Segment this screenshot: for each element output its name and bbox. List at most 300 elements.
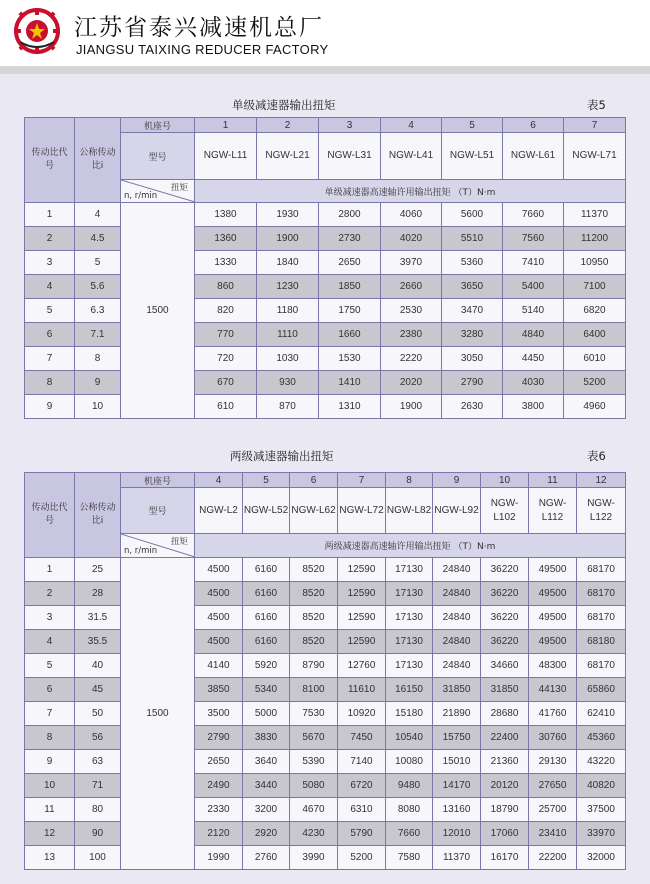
torque-value-cell: 12590 xyxy=(338,582,386,606)
torque-value-cell: 29130 xyxy=(529,750,577,774)
nominal-ratio-cell: 8 xyxy=(75,347,121,371)
torque-value-cell: 7450 xyxy=(338,726,386,750)
torque-value-cell: 6160 xyxy=(243,630,290,654)
torque-value-cell: 16150 xyxy=(386,678,433,702)
torque-value-cell: 8790 xyxy=(290,654,338,678)
torque-value-cell: 17130 xyxy=(386,630,433,654)
torque-value-cell: 4030 xyxy=(503,371,564,395)
ratio-code-cell: 13 xyxy=(25,846,75,870)
seat-number: 11 xyxy=(529,473,577,488)
torque-value-cell: 930 xyxy=(257,371,319,395)
table-row xyxy=(25,323,626,347)
ratio-code-cell: 9 xyxy=(25,395,75,419)
torque-value-cell: 2650 xyxy=(195,750,243,774)
speed-label: n, r/min xyxy=(124,546,158,556)
model-name: NGW-L21 xyxy=(257,133,319,180)
torque-value-cell: 18790 xyxy=(481,798,529,822)
torque-value-cell: 4500 xyxy=(195,606,243,630)
model-name: NGW-L82 xyxy=(386,488,433,534)
seat-number: 5 xyxy=(243,473,290,488)
seat-label: 机座号 xyxy=(121,118,195,133)
torque-value-cell: 7100 xyxy=(564,275,626,299)
torque-value-cell: 36220 xyxy=(481,630,529,654)
table-row xyxy=(25,347,626,371)
torque-value-cell: 5670 xyxy=(290,726,338,750)
torque-value-cell: 43220 xyxy=(577,750,626,774)
torque-value-cell: 2490 xyxy=(195,774,243,798)
allowable-torque-label: 两级减速器高速轴许用输出扭矩 （T）N·m xyxy=(195,534,626,558)
nominal-ratio-cell: 31.5 xyxy=(75,606,121,630)
seat-number: 10 xyxy=(481,473,529,488)
nominal-ratio-cell: 56 xyxy=(75,726,121,750)
torque-value-cell: 10080 xyxy=(386,750,433,774)
ratio-code-cell: 5 xyxy=(25,299,75,323)
torque-value-cell: 15750 xyxy=(433,726,481,750)
model-name: NGW-L51 xyxy=(442,133,503,180)
torque-value-cell: 1990 xyxy=(195,846,243,870)
torque-value-cell: 40820 xyxy=(577,774,626,798)
torque-value-cell: 21890 xyxy=(433,702,481,726)
torque-value-cell: 33970 xyxy=(577,822,626,846)
torque-value-cell: 62410 xyxy=(577,702,626,726)
torque-value-cell: 4450 xyxy=(503,347,564,371)
torque-value-cell: 2120 xyxy=(195,822,243,846)
page-header xyxy=(0,0,650,64)
seat-number: 7 xyxy=(338,473,386,488)
torque-value-cell: 24840 xyxy=(433,582,481,606)
torque-value-cell: 2790 xyxy=(195,726,243,750)
torque-value-cell: 68170 xyxy=(577,558,626,582)
ratio-code-cell: 11 xyxy=(25,798,75,822)
model-name: NGW-L102 xyxy=(481,488,529,534)
torque-value-cell: 6720 xyxy=(338,774,386,798)
torque-value-cell: 8100 xyxy=(290,678,338,702)
nominal-ratio-cell: 5 xyxy=(75,251,121,275)
torque-value-cell: 4060 xyxy=(381,203,442,227)
torque-value-cell: 1900 xyxy=(257,227,319,251)
torque-value-cell: 670 xyxy=(195,371,257,395)
model-name: NGW-L92 xyxy=(433,488,481,534)
torque-value-cell: 31850 xyxy=(481,678,529,702)
torque-value-cell: 860 xyxy=(195,275,257,299)
model-name: NGW-L61 xyxy=(503,133,564,180)
seat-number: 7 xyxy=(564,118,626,133)
table-row xyxy=(25,275,626,299)
seat-number: 6 xyxy=(503,118,564,133)
torque-value-cell: 4960 xyxy=(564,395,626,419)
torque-value-cell: 7140 xyxy=(338,750,386,774)
table-row xyxy=(25,774,626,798)
torque-value-cell: 10920 xyxy=(338,702,386,726)
torque-value-cell: 1110 xyxy=(257,323,319,347)
torque-value-cell: 17130 xyxy=(386,606,433,630)
model-name: NGW-L72 xyxy=(338,488,386,534)
torque-value-cell: 49500 xyxy=(529,630,577,654)
torque-value-cell: 3440 xyxy=(243,774,290,798)
torque-label: 扭矩 xyxy=(170,537,188,547)
nominal-ratio-cell: 10 xyxy=(75,395,121,419)
torque-value-cell: 2020 xyxy=(381,371,442,395)
nominal-ratio-cell: 6.3 xyxy=(75,299,121,323)
torque-value-cell: 15010 xyxy=(433,750,481,774)
nominal-ratio-cell: 4 xyxy=(75,203,121,227)
torque-value-cell: 3050 xyxy=(442,347,503,371)
torque-value-cell: 12590 xyxy=(338,630,386,654)
ratio-code-cell: 2 xyxy=(25,227,75,251)
torque-value-cell: 28680 xyxy=(481,702,529,726)
torque-value-cell: 3640 xyxy=(243,750,290,774)
torque-value-cell: 49500 xyxy=(529,582,577,606)
table-row xyxy=(25,822,626,846)
seat-number: 2 xyxy=(257,118,319,133)
seat-label: 机座号 xyxy=(121,473,195,488)
torque-value-cell: 610 xyxy=(195,395,257,419)
torque-value-cell: 1360 xyxy=(195,227,257,251)
ratio-code-cell: 7 xyxy=(25,347,75,371)
torque-value-cell: 24840 xyxy=(433,654,481,678)
torque-value-cell: 5200 xyxy=(564,371,626,395)
torque-value-cell: 24840 xyxy=(433,558,481,582)
nominal-ratio-cell: 63 xyxy=(75,750,121,774)
table-row xyxy=(25,750,626,774)
torque-value-cell: 11200 xyxy=(564,227,626,251)
torque-value-cell: 2530 xyxy=(381,299,442,323)
torque-value-cell: 15180 xyxy=(386,702,433,726)
torque-speed-header xyxy=(121,534,195,558)
torque-value-cell: 6160 xyxy=(243,606,290,630)
torque-value-cell: 2920 xyxy=(243,822,290,846)
torque-value-cell: 13160 xyxy=(433,798,481,822)
torque-value-cell: 820 xyxy=(195,299,257,323)
torque-value-cell: 68170 xyxy=(577,654,626,678)
nominal-ratio-cell: 50 xyxy=(75,702,121,726)
torque-value-cell: 36220 xyxy=(481,606,529,630)
ratio-code-cell: 6 xyxy=(25,678,75,702)
torque-value-cell: 17130 xyxy=(386,558,433,582)
table-row xyxy=(25,203,626,227)
torque-value-cell: 1310 xyxy=(319,395,381,419)
nominal-ratio-cell: 4.5 xyxy=(75,227,121,251)
torque-value-cell: 6010 xyxy=(564,347,626,371)
torque-value-cell: 12590 xyxy=(338,606,386,630)
table-row xyxy=(25,299,626,323)
torque-value-cell: 68170 xyxy=(577,606,626,630)
ratio-code-cell: 2 xyxy=(25,582,75,606)
nominal-ratio-cell: 71 xyxy=(75,774,121,798)
torque-value-cell: 3970 xyxy=(381,251,442,275)
table-row xyxy=(25,227,626,251)
torque-value-cell: 2630 xyxy=(442,395,503,419)
torque-label: 扭矩 xyxy=(170,183,188,193)
torque-value-cell: 8520 xyxy=(290,582,338,606)
torque-value-cell: 5600 xyxy=(442,203,503,227)
torque-value-cell: 11370 xyxy=(433,846,481,870)
header-divider xyxy=(0,66,650,74)
torque-value-cell: 32000 xyxy=(577,846,626,870)
torque-value-cell: 1900 xyxy=(381,395,442,419)
input-speed-cell: 1500 xyxy=(121,203,195,419)
torque-value-cell: 5340 xyxy=(243,678,290,702)
torque-value-cell: 20120 xyxy=(481,774,529,798)
table-row xyxy=(25,846,626,870)
torque-value-cell: 27650 xyxy=(529,774,577,798)
torque-value-cell: 1530 xyxy=(319,347,381,371)
nominal-ratio-cell: 45 xyxy=(75,678,121,702)
model-name: NGW-L2 xyxy=(195,488,243,534)
ratio-code-cell: 12 xyxy=(25,822,75,846)
model-name: NGW-L52 xyxy=(243,488,290,534)
torque-value-cell: 7660 xyxy=(386,822,433,846)
torque-value-cell: 870 xyxy=(257,395,319,419)
allowable-torque-label: 单级减速器高速轴许用输出扭矩 （T）N·m xyxy=(195,180,626,203)
model-name: NGW-L11 xyxy=(195,133,257,180)
table-row xyxy=(25,798,626,822)
torque-value-cell: 5360 xyxy=(442,251,503,275)
torque-value-cell: 5000 xyxy=(243,702,290,726)
torque-value-cell: 4020 xyxy=(381,227,442,251)
company-name-en: JIANGSU TAIXING REDUCER FACTORY xyxy=(76,42,329,57)
torque-value-cell: 5920 xyxy=(243,654,290,678)
torque-value-cell: 8520 xyxy=(290,630,338,654)
torque-value-cell: 45360 xyxy=(577,726,626,750)
table-row xyxy=(25,606,626,630)
torque-value-cell: 24840 xyxy=(433,630,481,654)
torque-value-cell: 1850 xyxy=(319,275,381,299)
table-row xyxy=(25,726,626,750)
ratio-code-cell: 7 xyxy=(25,702,75,726)
torque-value-cell: 1930 xyxy=(257,203,319,227)
torque-value-cell: 1030 xyxy=(257,347,319,371)
torque-value-cell: 14170 xyxy=(433,774,481,798)
seat-number: 9 xyxy=(433,473,481,488)
torque-value-cell: 11610 xyxy=(338,678,386,702)
torque-value-cell: 3830 xyxy=(243,726,290,750)
torque-value-cell: 5390 xyxy=(290,750,338,774)
torque-value-cell: 7530 xyxy=(290,702,338,726)
torque-value-cell: 5140 xyxy=(503,299,564,323)
torque-value-cell: 6160 xyxy=(243,558,290,582)
ratio-code-cell: 4 xyxy=(25,630,75,654)
torque-value-cell: 3850 xyxy=(195,678,243,702)
torque-value-cell: 23410 xyxy=(529,822,577,846)
table-row xyxy=(25,582,626,606)
ratio-code-header: 传动比代号 xyxy=(25,473,75,558)
torque-value-cell: 2760 xyxy=(243,846,290,870)
torque-value-cell: 3800 xyxy=(503,395,564,419)
seat-number: 1 xyxy=(195,118,257,133)
torque-value-cell: 12760 xyxy=(338,654,386,678)
ratio-code-cell: 5 xyxy=(25,654,75,678)
torque-value-cell: 49500 xyxy=(529,558,577,582)
nominal-ratio-cell: 90 xyxy=(75,822,121,846)
torque-value-cell: 1750 xyxy=(319,299,381,323)
torque-value-cell: 6310 xyxy=(338,798,386,822)
torque-value-cell: 25700 xyxy=(529,798,577,822)
torque-value-cell: 12010 xyxy=(433,822,481,846)
torque-value-cell: 1180 xyxy=(257,299,319,323)
torque-value-cell: 2330 xyxy=(195,798,243,822)
seat-number: 5 xyxy=(442,118,503,133)
torque-value-cell: 10950 xyxy=(564,251,626,275)
torque-value-cell: 8080 xyxy=(386,798,433,822)
torque-value-cell: 10540 xyxy=(386,726,433,750)
model-name: NGW-L41 xyxy=(381,133,442,180)
torque-value-cell: 1410 xyxy=(319,371,381,395)
nominal-ratio-cell: 25 xyxy=(75,558,121,582)
seat-number: 8 xyxy=(386,473,433,488)
ratio-code-cell: 8 xyxy=(25,726,75,750)
nominal-ratio-cell: 7.1 xyxy=(75,323,121,347)
torque-value-cell: 48300 xyxy=(529,654,577,678)
torque-value-cell: 7560 xyxy=(503,227,564,251)
torque-value-cell: 1230 xyxy=(257,275,319,299)
factory-logo-icon xyxy=(14,8,60,54)
torque-value-cell: 3200 xyxy=(243,798,290,822)
table5 xyxy=(24,117,626,419)
seat-number: 12 xyxy=(577,473,626,488)
torque-value-cell: 3470 xyxy=(442,299,503,323)
torque-value-cell: 1330 xyxy=(195,251,257,275)
model-name: NGW-L62 xyxy=(290,488,338,534)
model-name: NGW-L112 xyxy=(529,488,577,534)
seat-number: 4 xyxy=(381,118,442,133)
torque-value-cell: 6400 xyxy=(564,323,626,347)
torque-value-cell: 1660 xyxy=(319,323,381,347)
torque-value-cell: 770 xyxy=(195,323,257,347)
ratio-code-cell: 10 xyxy=(25,774,75,798)
torque-value-cell: 36220 xyxy=(481,582,529,606)
nominal-ratio-cell: 40 xyxy=(75,654,121,678)
table6-tag: 表6 xyxy=(587,449,606,463)
torque-value-cell: 4140 xyxy=(195,654,243,678)
torque-value-cell: 9480 xyxy=(386,774,433,798)
nominal-ratio-cell: 35.5 xyxy=(75,630,121,654)
model-name: NGW-L122 xyxy=(577,488,626,534)
torque-value-cell: 5200 xyxy=(338,846,386,870)
torque-value-cell: 3650 xyxy=(442,275,503,299)
torque-value-cell: 4500 xyxy=(195,582,243,606)
model-name: NGW-L31 xyxy=(319,133,381,180)
torque-value-cell: 30760 xyxy=(529,726,577,750)
torque-value-cell: 68170 xyxy=(577,582,626,606)
table-row xyxy=(25,630,626,654)
ratio-code-cell: 8 xyxy=(25,371,75,395)
torque-value-cell: 6160 xyxy=(243,582,290,606)
torque-value-cell: 4500 xyxy=(195,558,243,582)
torque-value-cell: 65860 xyxy=(577,678,626,702)
speed-label: n, r/min xyxy=(124,191,158,201)
torque-value-cell: 2650 xyxy=(319,251,381,275)
torque-value-cell: 4670 xyxy=(290,798,338,822)
torque-value-cell: 12590 xyxy=(338,558,386,582)
input-speed-cell: 1500 xyxy=(121,558,195,870)
torque-value-cell: 5400 xyxy=(503,275,564,299)
company-name-cn: 江苏省泰兴减速机总厂 xyxy=(74,15,324,41)
table6 xyxy=(24,472,626,870)
torque-value-cell: 21360 xyxy=(481,750,529,774)
nominal-ratio-cell: 5.6 xyxy=(75,275,121,299)
ratio-code-header: 传动比代号 xyxy=(25,118,75,203)
torque-value-cell: 2220 xyxy=(381,347,442,371)
torque-value-cell: 2800 xyxy=(319,203,381,227)
torque-value-cell: 4840 xyxy=(503,323,564,347)
torque-value-cell: 22400 xyxy=(481,726,529,750)
ratio-code-cell: 3 xyxy=(25,606,75,630)
ratio-code-cell: 9 xyxy=(25,750,75,774)
ratio-code-cell: 1 xyxy=(25,203,75,227)
torque-value-cell: 8520 xyxy=(290,606,338,630)
torque-value-cell: 720 xyxy=(195,347,257,371)
torque-value-cell: 7660 xyxy=(503,203,564,227)
torque-speed-header xyxy=(121,180,195,203)
torque-value-cell: 7580 xyxy=(386,846,433,870)
nominal-ratio-header: 公称传动比i xyxy=(75,118,121,203)
torque-value-cell: 41760 xyxy=(529,702,577,726)
torque-value-cell: 6820 xyxy=(564,299,626,323)
torque-value-cell: 1380 xyxy=(195,203,257,227)
torque-value-cell: 3990 xyxy=(290,846,338,870)
torque-value-cell: 3280 xyxy=(442,323,503,347)
table-row xyxy=(25,371,626,395)
ratio-code-cell: 3 xyxy=(25,251,75,275)
torque-value-cell: 31850 xyxy=(433,678,481,702)
torque-value-cell: 2660 xyxy=(381,275,442,299)
torque-value-cell: 37500 xyxy=(577,798,626,822)
torque-value-cell: 17130 xyxy=(386,582,433,606)
model-label: 型号 xyxy=(121,488,195,534)
torque-value-cell: 7410 xyxy=(503,251,564,275)
torque-value-cell: 5510 xyxy=(442,227,503,251)
torque-value-cell: 24840 xyxy=(433,606,481,630)
nominal-ratio-cell: 80 xyxy=(75,798,121,822)
table-row xyxy=(25,558,626,582)
ratio-code-cell: 6 xyxy=(25,323,75,347)
nominal-ratio-header: 公称传动比i xyxy=(75,473,121,558)
torque-value-cell: 17060 xyxy=(481,822,529,846)
table-row xyxy=(25,251,626,275)
torque-value-cell: 1840 xyxy=(257,251,319,275)
torque-value-cell: 36220 xyxy=(481,558,529,582)
table5-caption: 单级减速器输出扭矩 xyxy=(232,98,336,112)
torque-value-cell: 4230 xyxy=(290,822,338,846)
torque-value-cell: 8520 xyxy=(290,558,338,582)
torque-value-cell: 17130 xyxy=(386,654,433,678)
torque-value-cell: 5080 xyxy=(290,774,338,798)
torque-value-cell: 11370 xyxy=(564,203,626,227)
table-row xyxy=(25,702,626,726)
table-row xyxy=(25,678,626,702)
torque-value-cell: 2380 xyxy=(381,323,442,347)
table5-tag: 表5 xyxy=(587,98,606,112)
torque-value-cell: 2730 xyxy=(319,227,381,251)
torque-value-cell: 2790 xyxy=(442,371,503,395)
seat-number: 6 xyxy=(290,473,338,488)
table6-caption: 两级减速器输出扭矩 xyxy=(230,449,334,463)
nominal-ratio-cell: 9 xyxy=(75,371,121,395)
nominal-ratio-cell: 100 xyxy=(75,846,121,870)
nominal-ratio-cell: 28 xyxy=(75,582,121,606)
ratio-code-cell: 1 xyxy=(25,558,75,582)
torque-value-cell: 5790 xyxy=(338,822,386,846)
seat-number: 3 xyxy=(319,118,381,133)
table-row xyxy=(25,395,626,419)
torque-value-cell: 34660 xyxy=(481,654,529,678)
torque-value-cell: 49500 xyxy=(529,606,577,630)
torque-value-cell: 3500 xyxy=(195,702,243,726)
ratio-code-cell: 4 xyxy=(25,275,75,299)
torque-value-cell: 16170 xyxy=(481,846,529,870)
table-row xyxy=(25,654,626,678)
